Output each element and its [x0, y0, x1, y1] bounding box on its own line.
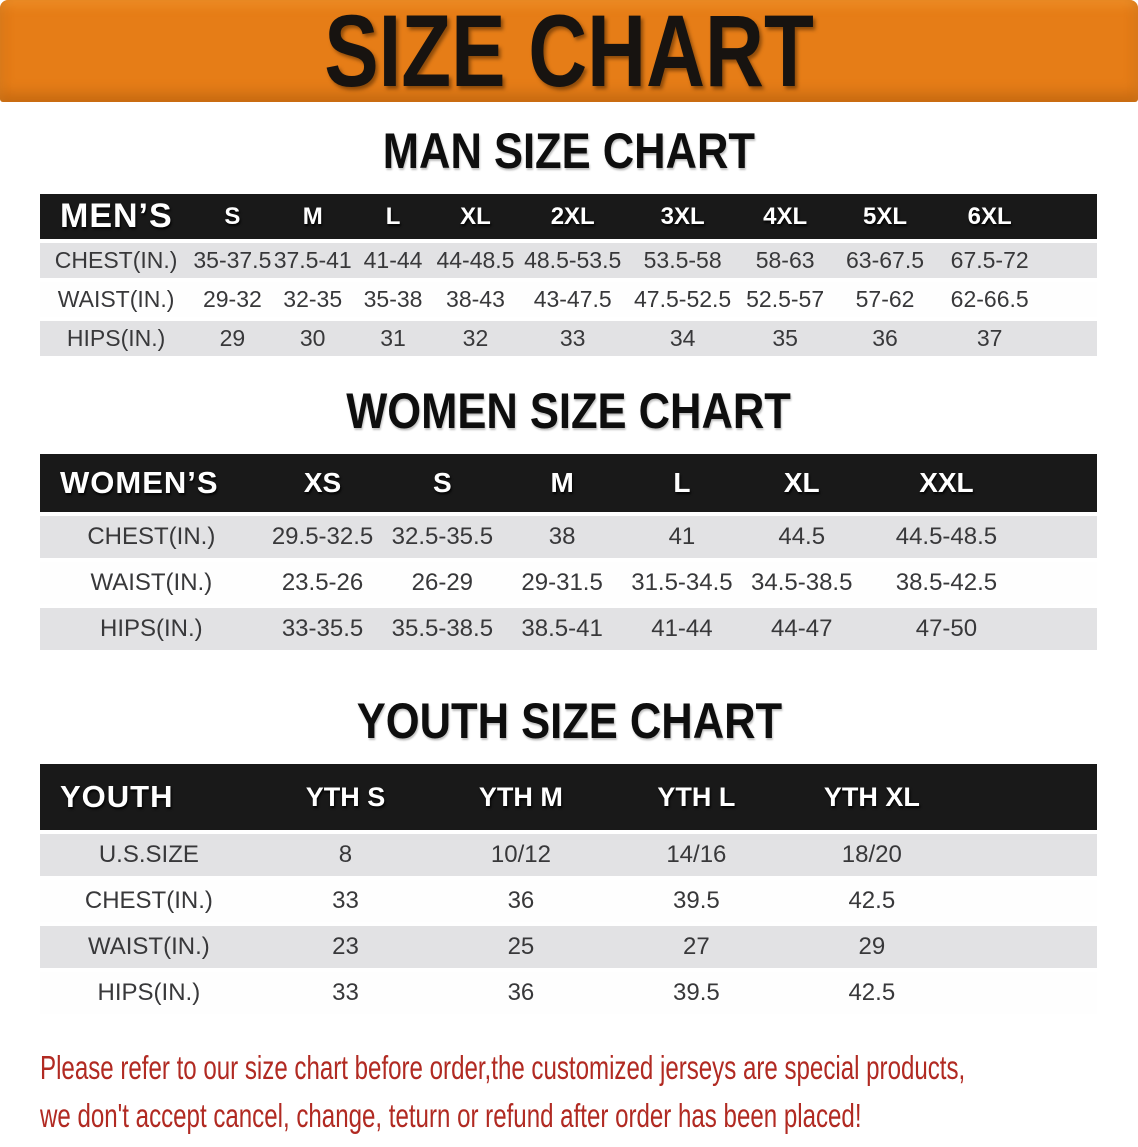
order-notice-line-2 [40, 1092, 1138, 1140]
measure-value: 38.5-41 [502, 608, 622, 650]
measure-value: 29 [192, 321, 272, 356]
size-header: S [382, 454, 502, 512]
women-section-heading [0, 383, 1138, 439]
table-row [40, 243, 1097, 278]
youth-section-heading [0, 693, 1138, 749]
size-header: XXL [862, 454, 1032, 512]
measure-value: 35.5-38.5 [382, 608, 502, 650]
spacer-cell [960, 926, 1097, 968]
measure-value: 23.5-26 [263, 562, 383, 604]
measure-value: 27 [609, 926, 784, 968]
table-row [40, 834, 1097, 876]
measure-value: 63-67.5 [833, 243, 938, 278]
measure-value: 32.5-35.5 [382, 516, 502, 558]
measure-value: 34.5-38.5 [742, 562, 862, 604]
spacer-cell [1042, 321, 1097, 356]
women-size-table [40, 450, 1097, 654]
measure-value: 37 [937, 321, 1042, 356]
table-row [40, 516, 1097, 558]
size-header: XL [742, 454, 862, 512]
size-header: L [353, 194, 433, 239]
measure-value: 36 [833, 321, 938, 356]
size-header: 4XL [738, 194, 833, 239]
measure-value: 31 [353, 321, 433, 356]
measure-value: 67.5-72 [937, 243, 1042, 278]
measure-value: 29-31.5 [502, 562, 622, 604]
measure-value: 31.5-34.5 [622, 562, 742, 604]
measure-value: 44-48.5 [433, 243, 518, 278]
measure-value: 38 [502, 516, 622, 558]
table-title: MEN’S [40, 194, 192, 239]
measure-value: 53.5-58 [628, 243, 738, 278]
measure-value: 10/12 [433, 834, 608, 876]
measure-value: 37.5-41 [273, 243, 353, 278]
size-header: XL [433, 194, 518, 239]
measure-value: 35-37.5 [192, 243, 272, 278]
table-row [40, 880, 1097, 922]
measure-label: CHEST(IN.) [40, 880, 258, 922]
measure-value: 57-62 [833, 282, 938, 317]
measure-value: 32-35 [273, 282, 353, 317]
men-section-heading-text: MAN SIZE CHART [382, 123, 756, 179]
measure-value: 8 [258, 834, 433, 876]
table-row [40, 321, 1097, 356]
measure-value: 41-44 [622, 608, 742, 650]
size-header: M [273, 194, 353, 239]
table-row [40, 926, 1097, 968]
size-header: L [622, 454, 742, 512]
measure-value: 42.5 [784, 880, 959, 922]
size-header: 5XL [833, 194, 938, 239]
youth-size-table [40, 760, 1097, 1018]
measure-value: 41 [622, 516, 742, 558]
measure-value: 58-63 [738, 243, 833, 278]
measure-value: 39.5 [609, 972, 784, 1014]
measure-value: 29.5-32.5 [263, 516, 383, 558]
measure-value: 33-35.5 [263, 608, 383, 650]
measure-value: 25 [433, 926, 608, 968]
measure-value: 48.5-53.5 [518, 243, 628, 278]
banner [0, 0, 1138, 108]
spacer-header [1042, 194, 1097, 239]
measure-value: 43-47.5 [518, 282, 628, 317]
measure-value: 29-32 [192, 282, 272, 317]
measure-value: 29 [784, 926, 959, 968]
measure-value: 14/16 [609, 834, 784, 876]
measure-value: 62-66.5 [937, 282, 1042, 317]
measure-label: CHEST(IN.) [40, 243, 192, 278]
size-header: YTH XL [784, 764, 959, 830]
measure-label: HIPS(IN.) [40, 608, 263, 650]
measure-label: WAIST(IN.) [40, 282, 192, 317]
table-row [40, 608, 1097, 650]
measure-value: 36 [433, 972, 608, 1014]
spacer-cell [960, 880, 1097, 922]
measure-value: 35 [738, 321, 833, 356]
header-row [40, 194, 1097, 239]
spacer-header [1031, 454, 1097, 512]
measure-value: 52.5-57 [738, 282, 833, 317]
measure-label: U.S.SIZE [40, 834, 258, 876]
spacer-cell [1042, 243, 1097, 278]
measure-value: 44.5 [742, 516, 862, 558]
measure-label: WAIST(IN.) [40, 926, 258, 968]
spacer-cell [1031, 608, 1097, 650]
spacer-header [960, 764, 1097, 830]
table-row [40, 282, 1097, 317]
size-header: 3XL [628, 194, 738, 239]
size-header: XS [263, 454, 383, 512]
order-notice-line-1-text: Please refer to our size chart before order,the customized jerseys are special products, [40, 1049, 966, 1086]
measure-value: 38.5-42.5 [862, 562, 1032, 604]
size-header: 6XL [937, 194, 1042, 239]
measure-value: 30 [273, 321, 353, 356]
size-header: YTH S [258, 764, 433, 830]
order-notice [40, 1044, 1138, 1140]
women-section-heading-text: WOMEN SIZE CHART [346, 383, 792, 439]
measure-value: 41-44 [353, 243, 433, 278]
youth-section-heading-text: YOUTH SIZE CHART [356, 693, 782, 749]
measure-value: 39.5 [609, 880, 784, 922]
spacer-cell [1042, 282, 1097, 317]
header-row [40, 764, 1097, 830]
measure-label: WAIST(IN.) [40, 562, 263, 604]
measure-label: HIPS(IN.) [40, 321, 192, 356]
size-header: YTH L [609, 764, 784, 830]
measure-value: 23 [258, 926, 433, 968]
size-header: M [502, 454, 622, 512]
measure-value: 32 [433, 321, 518, 356]
men-section-heading [0, 123, 1138, 179]
measure-value: 36 [433, 880, 608, 922]
measure-value: 38-43 [433, 282, 518, 317]
table-title: YOUTH [40, 764, 258, 830]
measure-value: 47-50 [862, 608, 1032, 650]
measure-value: 33 [258, 880, 433, 922]
size-header: YTH M [433, 764, 608, 830]
table-row [40, 562, 1097, 604]
measure-label: HIPS(IN.) [40, 972, 258, 1014]
spacer-cell [1031, 562, 1097, 604]
measure-value: 33 [258, 972, 433, 1014]
table-row [40, 972, 1097, 1014]
spacer-cell [1031, 516, 1097, 558]
spacer-cell [960, 972, 1097, 1014]
measure-value: 18/20 [784, 834, 959, 876]
table-title: WOMEN’S [40, 454, 263, 512]
size-header: 2XL [518, 194, 628, 239]
spacer-cell [960, 834, 1097, 876]
measure-value: 44.5-48.5 [862, 516, 1032, 558]
page-title: SIZE CHART [324, 0, 814, 108]
order-notice-line-1 [40, 1044, 1138, 1092]
header-row [40, 454, 1097, 512]
order-notice-line-2-text: we don't accept cancel, change, teturn or refund after order has been placed! [40, 1097, 862, 1134]
measure-value: 26-29 [382, 562, 502, 604]
measure-label: CHEST(IN.) [40, 516, 263, 558]
measure-value: 44-47 [742, 608, 862, 650]
measure-value: 42.5 [784, 972, 959, 1014]
size-header: S [192, 194, 272, 239]
measure-value: 33 [518, 321, 628, 356]
measure-value: 34 [628, 321, 738, 356]
measure-value: 35-38 [353, 282, 433, 317]
measure-value: 47.5-52.5 [628, 282, 738, 317]
men-size-table [40, 190, 1097, 360]
